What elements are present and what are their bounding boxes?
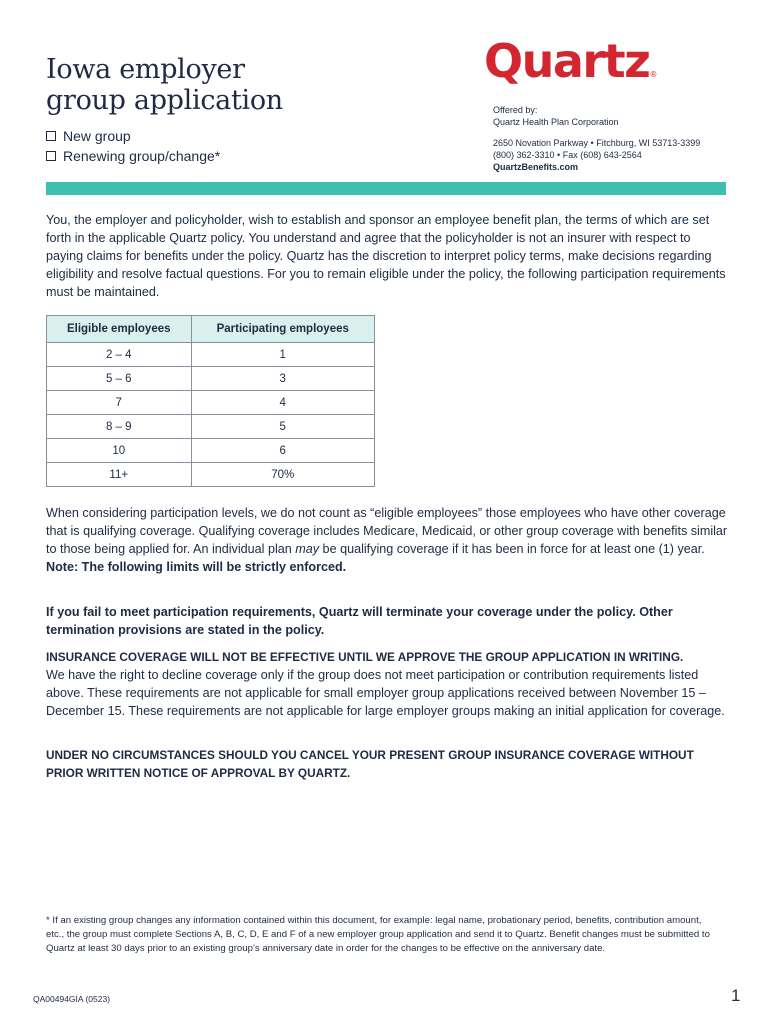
cell-eligible: 8 – 9 (47, 415, 192, 439)
offered-by-name: Quartz Health Plan Corporation (493, 117, 619, 127)
qualifying-emphasis: may (295, 542, 320, 556)
cell-eligible: 11+ (47, 463, 192, 487)
table-header-row (47, 316, 375, 343)
registered-mark: ® (649, 70, 658, 79)
logo-text: Quartz (484, 34, 650, 88)
option-renewing-group[interactable] (46, 146, 220, 166)
option-label: New group (63, 128, 131, 144)
title-line-2: group application (46, 85, 283, 116)
title-line-1: Iowa employer (46, 54, 245, 85)
table-row (47, 463, 375, 487)
page-number: 1 (731, 986, 741, 1005)
coverage-text: We have the right to decline coverage only if the group does not meet participation or contribution requirements listed above. These requirements are not applicable for small employer group applications received between November 15 – December 15. These requirements are not applicable for large employer groups making an initial application for coverage. (46, 668, 725, 718)
qualifying-text-start: When considering participation levels, we do not count as “eligible employees” those employees who have other coverage that is qualifying coverage. Qualifying coverage includes Medicare, Medicaid, or other group coverage with benefits similar to those being applied for. An individual plan (46, 506, 728, 556)
street-address: 2650 Novation Parkway • Fitchburg, WI 53713-3399 (493, 138, 701, 148)
cell-participating: 4 (191, 391, 375, 415)
coverage-paragraph (46, 648, 730, 720)
cell-participating: 70% (191, 463, 375, 487)
checkbox-icon[interactable] (46, 131, 56, 141)
qualifying-coverage-paragraph (46, 504, 730, 576)
form-code: QA00494GIA (0523) (33, 994, 111, 1004)
cell-participating: 1 (191, 343, 375, 367)
intro-paragraph: You, the employer and policyholder, wish to establish and sponsor an employee benefit plan, the terms of which are set forth in the applicable Quartz policy. You understand and agree that the policyholder is not an insurer with respect to paying claims for benefits under the policy. Quartz has the discretion to interpret policy terms, make decisions regarding eligibility and resolve factual questions. For you to remain eligible under the policy, the following participation requirements must be maintained. (46, 213, 726, 299)
limits-note: Note: The following limits will be strictly enforced. (46, 560, 347, 574)
header-participating: Participating employees (191, 316, 375, 343)
cell-participating: 5 (191, 415, 375, 439)
participation-table (46, 315, 375, 487)
option-new-group[interactable] (46, 126, 220, 146)
table-row (47, 439, 375, 463)
table-row (47, 391, 375, 415)
cancellation-warning: UNDER NO CIRCUMSTANCES SHOULD YOU CANCEL YOUR PRESENT GROUP INSURANCE COVERAGE WITHOUT PRIOR WRITTEN NOTICE OF APPROVAL BY QUARTZ. (46, 748, 694, 780)
coverage-caps-statement: INSURANCE COVERAGE WILL NOT BE EFFECTIVE UNTIL WE APPROVE THE GROUP APPLICATION IN WRITING. (46, 650, 684, 664)
application-type-options (46, 126, 220, 166)
table-row (47, 367, 375, 391)
qualifying-text-end: be qualifying coverage if it has been in force for at least one (1) year. (319, 542, 705, 556)
termination-paragraph: If you fail to meet participation requirements, Quartz will terminate your coverage under the policy. Other termination provisions are stated in the policy. (46, 605, 673, 637)
contact-block (493, 137, 700, 173)
option-label: Renewing group/change* (63, 148, 221, 164)
header-eligible: Eligible employees (47, 316, 192, 343)
cell-participating: 6 (191, 439, 375, 463)
phone-fax: (800) 362-3310 • Fax (608) 643-2564 (493, 150, 642, 160)
quartz-logo (484, 34, 657, 88)
checkbox-icon[interactable] (46, 151, 56, 161)
cell-eligible: 2 – 4 (47, 343, 192, 367)
table-row (47, 343, 375, 367)
website-link[interactable]: QuartzBenefits.com (493, 162, 579, 172)
page-title (46, 54, 406, 116)
offered-by-label: Offered by: (493, 105, 538, 115)
cell-participating: 3 (191, 367, 375, 391)
footnote: * If an existing group changes any information contained within this document, for example: legal name, probationary period, benefits, contribution amount, etc., the group must complete Sections A, B, C, D, E and F of a new employer group application and send it to Quartz. Benefit changes must be submitted to Quartz at least 30 days prior to an existing group’s anniversary date in order for the changes to be effective on the anniversary date. (46, 915, 710, 954)
offered-by (493, 104, 619, 128)
accent-divider (46, 182, 726, 195)
cell-eligible: 7 (47, 391, 192, 415)
cell-eligible: 10 (47, 439, 192, 463)
cell-eligible: 5 – 6 (47, 367, 192, 391)
table-row (47, 415, 375, 439)
